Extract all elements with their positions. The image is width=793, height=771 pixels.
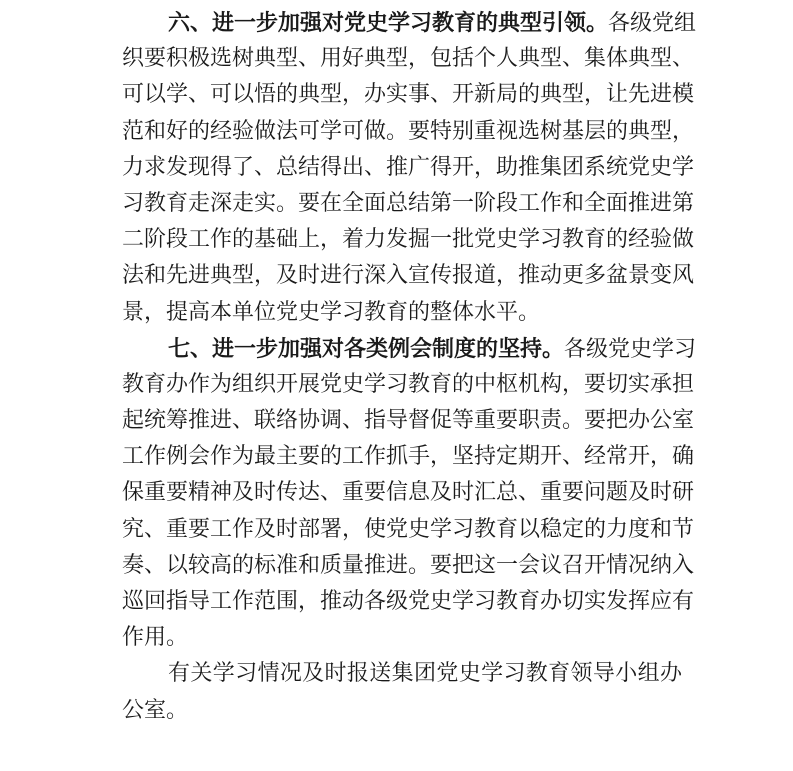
text-line — [122, 367, 695, 403]
line-text: 作用。 — [122, 625, 189, 651]
paragraph-closing-note — [122, 656, 682, 728]
text-line — [122, 295, 682, 331]
line-text: 习教育走深走实。要在全面总结第一阶段工作和全面推进第 — [122, 190, 695, 216]
text-line — [122, 656, 682, 692]
text-line — [122, 77, 695, 113]
line-text: 究、重要工作及时部署，使党史学习教育以稳定的力度和节 — [122, 516, 695, 542]
text-line — [122, 403, 695, 439]
line-text: 景，提高本单位党史学习教育的整体水平。 — [122, 299, 541, 325]
line-text: 范和好的经验做法可学可做。要特别重视选树基层的典型， — [122, 118, 695, 144]
text-line — [122, 186, 695, 222]
paragraph-meeting-system — [122, 331, 697, 657]
line-text: 有关学习情况及时报送集团党史学习教育领导小组办 — [168, 661, 682, 687]
line-text: 奏、以较高的标准和质量推进。要把这一会议召开情况纳入 — [122, 552, 695, 578]
text-line — [122, 258, 695, 294]
section-heading: 七、进一步加强对各类例会制度的坚持。 — [168, 335, 565, 362]
line-text: 工作例会作为最主要的工作抓手，坚持定期开、经常开，确 — [122, 444, 695, 470]
line-text: 法和先进典型，及时进行深入宣传报道，推动更多盆景变风 — [122, 263, 695, 289]
line-text: 织要积极选树典型、用好典型，包括个人典型、集体典型、 — [122, 46, 695, 72]
line-text: 可以学、可以悟的典型，办实事、开新局的典型，让先进模 — [122, 82, 695, 108]
section-heading: 六、进一步加强对党史学习教育的典型引领。 — [168, 10, 609, 36]
text-line — [122, 222, 695, 258]
text-line — [122, 548, 695, 584]
text-line — [122, 150, 695, 186]
line-text: 二阶段工作的基础上，着力发掘一批党史学习教育的经验做 — [122, 227, 695, 253]
line-text: 各级党组 — [608, 11, 697, 36]
text-line — [122, 620, 682, 656]
line-text: 力求发现得了、总结得出、推广得开，助推集团系统党史学 — [122, 154, 695, 180]
text-line — [122, 584, 695, 620]
line-text: 起统筹推进、联络协调、指导督促等重要职责。要把办公室 — [122, 408, 695, 434]
line-text: 巡回指导工作范围，推动各级党史学习教育办切实发挥应有 — [122, 589, 695, 614]
paragraph-typical-guidance — [122, 5, 697, 331]
text-line — [122, 693, 682, 729]
document-page — [122, 0, 697, 729]
text-line — [122, 331, 697, 367]
text-line — [122, 475, 695, 511]
text-line — [122, 439, 695, 475]
line-text: 教育办作为组织开展党史学习教育的中枢机构，要切实承担 — [122, 371, 695, 397]
text-line — [122, 512, 695, 548]
text-line — [122, 5, 697, 41]
line-text: 保重要精神及时传达、重要信息及时汇总、重要问题及时研 — [122, 480, 695, 506]
line-text: 各级党史学习 — [564, 336, 697, 362]
text-line — [122, 41, 695, 77]
text-line — [122, 114, 695, 150]
line-text: 公室。 — [122, 697, 189, 723]
